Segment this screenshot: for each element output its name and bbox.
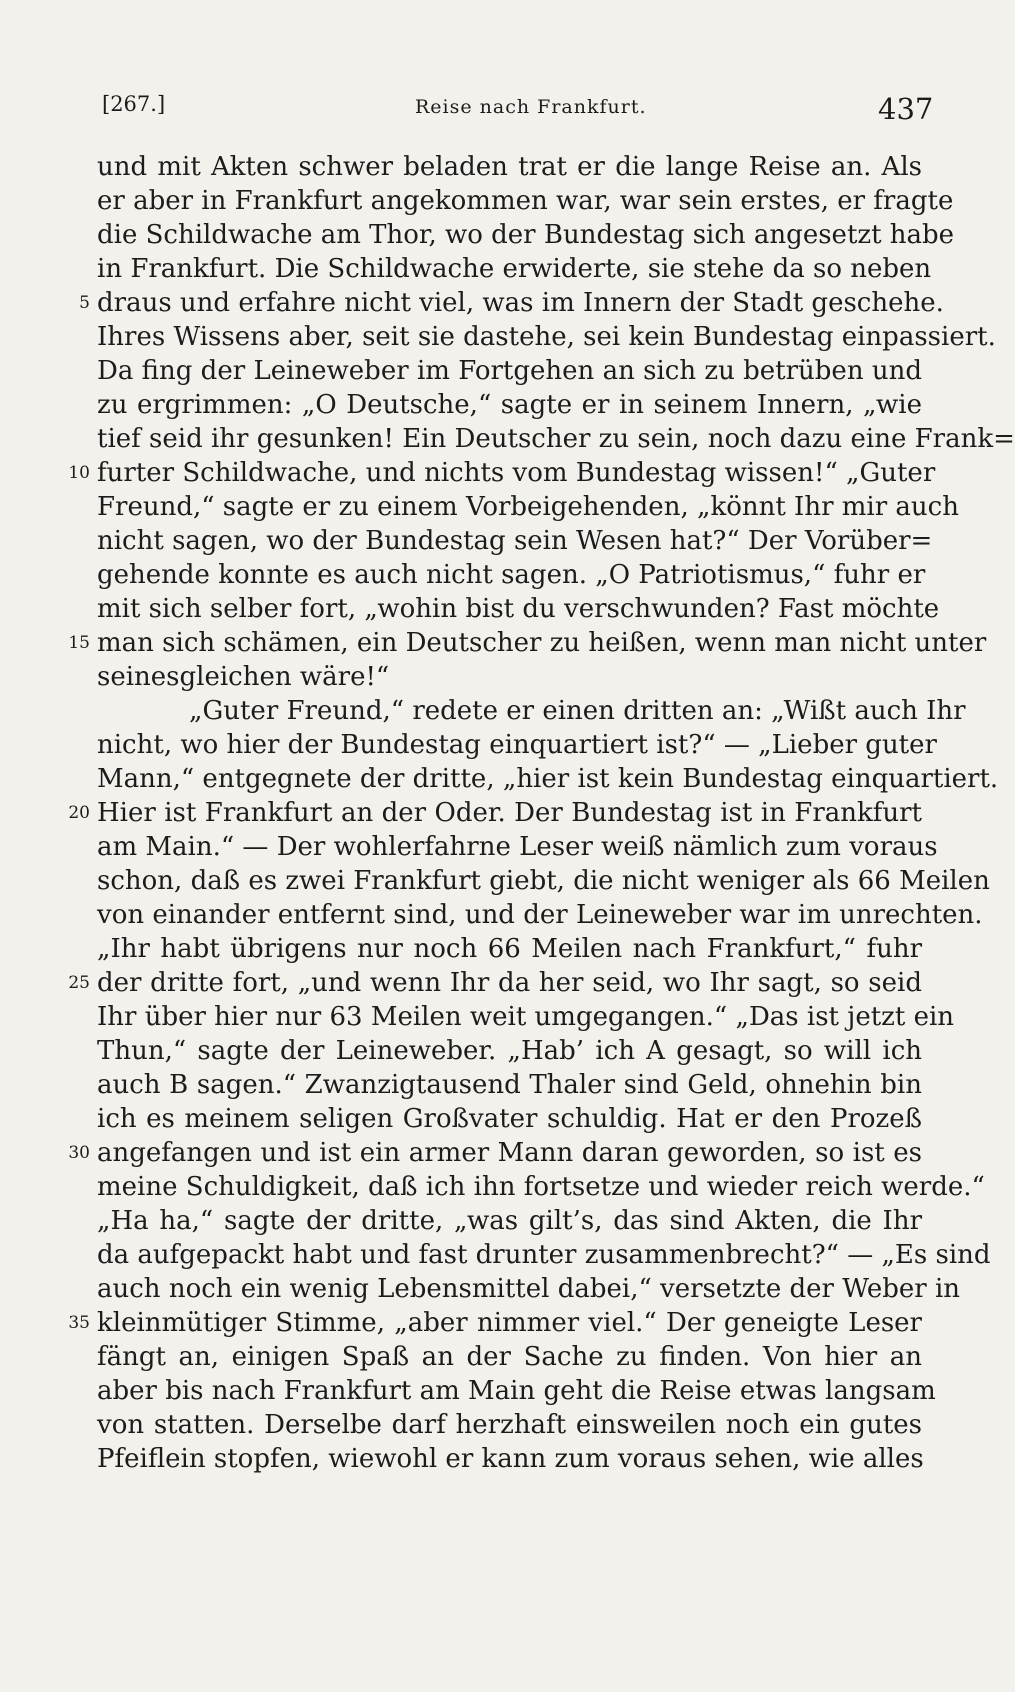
line-number: 30 [68, 1143, 90, 1163]
text-line: auch B sagen.“ Zwanzigtausend Thaler sind Geld, ohnehin bin [97, 1070, 922, 1100]
line-number: 20 [68, 803, 90, 823]
line-number: 35 [68, 1313, 90, 1333]
text-line: gehende konnte es auch nicht sagen. „O Patriotismus,“ fuhr er [97, 560, 926, 590]
text-line: tief seid ihr gesunken! Ein Deutscher zu sein, noch dazu eine Frank= [97, 424, 1015, 454]
page-number: 437 [878, 92, 934, 126]
text-line: mit sich selber fort, „wohin bist du verschwunden? Fast möchte [97, 594, 940, 624]
running-header [0, 92, 1000, 132]
text-line: Da fing der Leineweber im Fortgehen an sich zu betrüben und [97, 356, 922, 386]
text-line: zu ergrimmen: „O Deutsche,“ sagte er in seinem Innern, „wie [97, 390, 922, 420]
text-line: kleinmütiger Stimme, „aber nimmer viel.“ Der geneigte Leser [97, 1308, 922, 1338]
line-number: 25 [68, 973, 90, 993]
text-line: nicht sagen, wo der Bundestag sein Wesen hat?“ Der Vorüber= [97, 526, 933, 556]
text-line: seinesgleichen wäre!“ [97, 662, 390, 692]
text-line: am Main.“ — Der wohlerfahrne Leser weiß nämlich zum voraus [97, 832, 938, 862]
text-line: furter Schildwache, und nichts vom Bundestag wissen!“ „Guter [97, 458, 936, 488]
text-line: Hier ist Frankfurt an der Oder. Der Bundestag ist in Frankfurt [97, 798, 922, 828]
text-line: da aufgepackt habt und fast drunter zusammenbrecht?“ — „Es sind [97, 1240, 991, 1270]
header-title: Reise nach Frankfurt. [415, 96, 647, 118]
text-line: „Ihr habt übrigens nur noch 66 Meilen nach Frankfurt,“ fuhr [97, 934, 922, 964]
text-line: die Schildwache am Thor, wo der Bundestag sich angesetzt habe [97, 220, 955, 250]
text-line: Mann,“ entgegnete der dritte, „hier ist kein Bundestag einquartiert. [97, 764, 999, 794]
header-signature: [267.] [102, 92, 166, 116]
text-line: in Frankfurt. Die Schildwache erwiderte, sie stehe da so neben [97, 254, 932, 284]
text-line: Ihr über hier nur 63 Meilen weit umgegangen.“ „Das ist jetzt ein [97, 1002, 955, 1032]
line-number: 15 [68, 633, 90, 653]
text-line: schon, daß es zwei Frankfurt giebt, die nicht weniger als 66 Meilen [97, 866, 990, 896]
text-line: Ihres Wissens aber, seit sie dastehe, sei kein Bundestag einpassiert. [97, 322, 996, 352]
text-line: aber bis nach Frankfurt am Main geht die Reise etwas langsam [97, 1376, 936, 1406]
text-line: auch noch ein wenig Lebensmittel dabei,“ versetzte der Weber in [97, 1274, 961, 1304]
text-line: von statten. Derselbe darf herzhaft einsweilen noch ein gutes [97, 1410, 922, 1440]
text-line: ich es meinem seligen Großvater schuldig. Hat er den Prozeß [97, 1104, 922, 1134]
text-line: und mit Akten schwer beladen trat er die lange Reise an. Als [97, 152, 922, 182]
text-line: „Ha ha,“ sagte der dritte, „was gilt’s, das sind Akten, die Ihr [97, 1206, 922, 1236]
text-line: von einander entfernt sind, und der Leineweber war im unrechten. [97, 900, 983, 930]
text-line: angefangen und ist ein armer Mann daran geworden, so ist es [97, 1138, 922, 1168]
text-line: Pfeiflein stopfen, wiewohl er kann zum voraus sehen, wie alles [97, 1444, 924, 1474]
text-line: draus und erfahre nicht viel, was im Innern der Stadt geschehe. [97, 288, 944, 318]
text-line: fängt an, einigen Spaß an der Sache zu finden. Von hier an [97, 1342, 922, 1372]
text-line: „Guter Freund,“ redete er einen dritten an: „Wißt auch Ihr [189, 696, 966, 726]
text-line: man sich schämen, ein Deutscher zu heißen, wenn man nicht unter [97, 628, 987, 658]
text-line: nicht, wo hier der Bundestag einquartiert ist?“ — „Lieber guter [97, 730, 937, 760]
text-line: er aber in Frankfurt angekommen war, war sein erstes, er fragte [97, 186, 954, 216]
text-line: Freund,“ sagte er zu einem Vorbeigehenden, „könnt Ihr mir auch [97, 492, 959, 522]
text-line: meine Schuldigkeit, daß ich ihn fortsetze und wieder reich werde.“ [97, 1172, 985, 1202]
text-line: der dritte fort, „und wenn Ihr da her seid, wo Ihr sagt, so seid [97, 968, 922, 998]
line-number: 5 [79, 293, 90, 313]
text-line: Thun,“ sagte der Leineweber. „Hab’ ich A gesagt, so will ich [97, 1036, 922, 1066]
line-number: 10 [68, 463, 90, 483]
